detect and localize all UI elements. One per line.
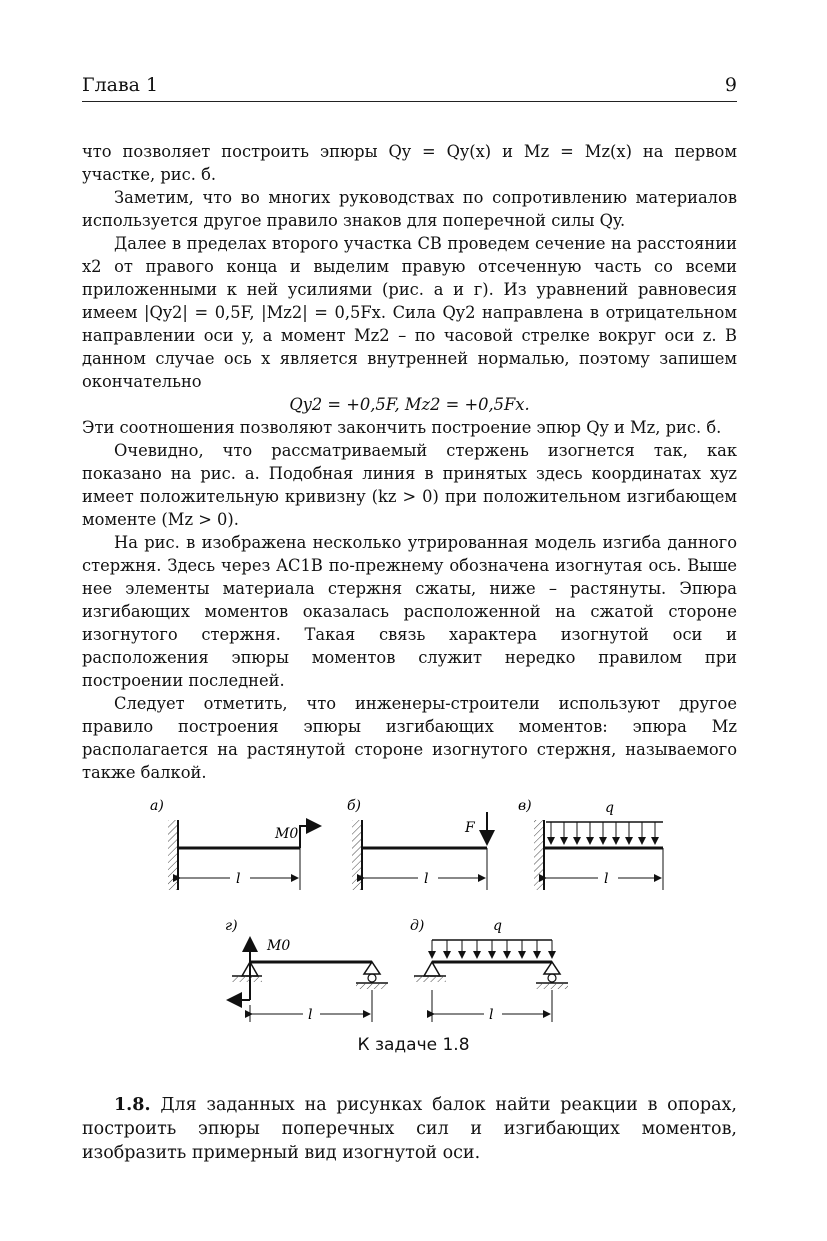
body-text xyxy=(82,140,737,784)
panel-e xyxy=(410,918,568,1023)
panel-a xyxy=(150,798,320,890)
panel-b-load: F xyxy=(465,820,475,836)
paragraph: Очевидно, что рассматриваемый стержень изогнется так, как показано на рис. а. Подобная линия в принятых здесь координатах xyz имеет положительную кривизну (kz > 0) при положительном изгибающем моменте (Mz > 0). xyxy=(82,441,737,529)
panel-b-span: l xyxy=(424,871,429,887)
paragraph: Эти соотношения позволяют закончить построение эпюр Qy и Mz, рис. б. xyxy=(82,418,722,437)
figure-caption: К задаче 1.8 xyxy=(357,1035,470,1055)
panel-e-label: д) xyxy=(410,918,425,934)
paragraph: Заметим, что во многих руководствах по сопротивлению материалов используется другое правило знаков для поперечной силы Qy. xyxy=(82,188,737,230)
panel-c-load: q xyxy=(605,800,614,816)
paragraph: На рис. в изображена несколько утрированная модель изгиба данного стержня. Здесь через AC1B по-прежнему обозначена изогнутая ось. Выше нее элементы материала стержня сжаты, ниже – растянуты. Эпюра изгибающих моментов оказалась расположенной на сжатой стороне изогнутого стержня. Такая связь характера изогнутой оси и расположения эпюры моментов служит нередко правилом при построении последней. xyxy=(82,533,737,690)
panel-d-load: M0 xyxy=(267,938,291,954)
page-number: 9 xyxy=(724,74,737,96)
header-rule xyxy=(82,101,737,102)
running-header xyxy=(82,74,737,98)
panel-d-span: l xyxy=(308,1007,313,1023)
panel-c-span: l xyxy=(604,871,609,887)
panel-b xyxy=(347,798,487,890)
equation: Qy2 = +0,5F, Mz2 = +0,5Fx. xyxy=(289,395,530,414)
paragraph: Следует отметить, что инженеры-строители используют другое правило построения эпюры изгибающих моментов: эпюра Mz располагается на растянутой стороне изогнутого стержня, называемого также балкой. xyxy=(82,694,737,782)
panel-c-label: в) xyxy=(518,798,532,814)
panel-d xyxy=(225,918,388,1023)
task-number: 1.8. xyxy=(114,1095,151,1115)
panel-a-load: M0 xyxy=(275,826,299,842)
paragraph: что позволяет построить эпюры Qy = Qy(x) и Mz = Mz(x) на первом участке, рис. б. xyxy=(82,142,737,184)
paragraph: Далее в пределах второго участка CB проведем сечение на расстоянии x2 от правого конца и выделим правую отсеченную часть со всеми приложенными к ней усилиями (рис. а и г). Из уравнений равновесия имеем |Qy2| = 0,5F, |Mz2| = 0,5Fx. Сила Qy2 направлена в отрицательном направлении оси y, а момент Mz2 – по часовой стрелке вокруг оси z. В данном случае ось x является внутренней нормалью, поэтому запишем окончательно xyxy=(82,234,737,391)
panel-e-span: l xyxy=(489,1007,494,1023)
beam-figures xyxy=(0,790,827,1030)
panel-b-label: б) xyxy=(347,798,362,814)
task-text: Для заданных на рисунках балок найти реакции в опорах, построить эпюры поперечных сил и изгибающих моментов, изобразить примерный вид изогнутой оси. xyxy=(82,1095,737,1163)
panel-e-load: q xyxy=(493,918,502,934)
panel-a-label: а) xyxy=(150,798,164,814)
chapter-title: Глава 1 xyxy=(82,74,159,96)
panel-a-span: l xyxy=(236,871,241,887)
panel-c xyxy=(518,798,663,890)
task-paragraph xyxy=(82,1093,737,1165)
panel-d-label: г) xyxy=(225,918,238,934)
